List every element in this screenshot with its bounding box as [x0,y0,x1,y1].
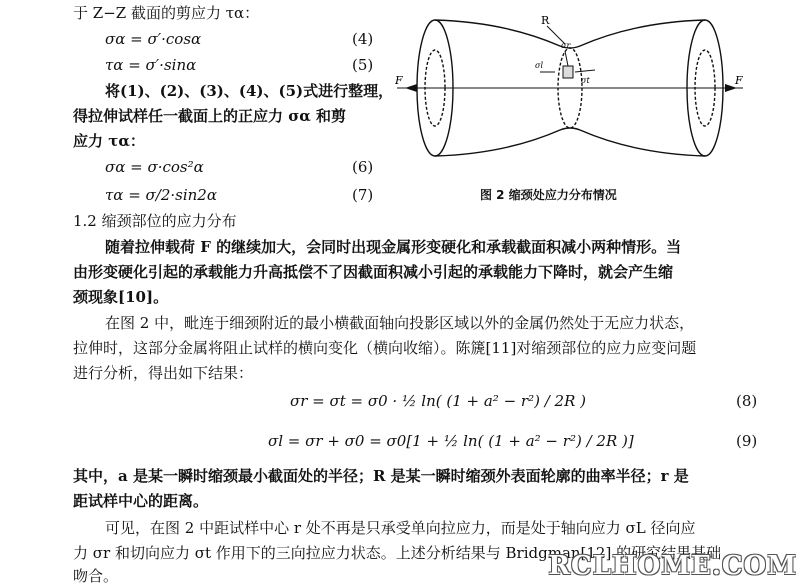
equation-6: σα = σ·cos²α [105,158,204,176]
equation-6-number: (6) [352,158,374,176]
paragraph-5-line-3: 吻合。 [73,567,119,585]
intro-line: 于 Z−Z 截面的剪应力 τα： [73,4,260,22]
section-heading: 1.2 缩颈部位的应力分布 [73,212,237,230]
label-R: R [541,14,550,27]
paragraph-3-line-2: 拉伸时，这部分金属将阻止试样的横向变化（横向收缩）。陈篪[11]对缩颈部位的应力应变问题 [73,339,697,357]
equation-7-number: (7) [352,186,374,204]
paragraph-2-line-2: 由形变硬化引起的承载能力升高抵偿不了因截面积减小引起的承载能力下降时，就会产生缩 [73,263,674,281]
left-arrow-icon [405,84,417,92]
paragraph-4-line-1: 其中，a 是某一瞬时缩颈最小截面处的半径；R 是某一瞬时缩颈外表面轮廓的曲率半径；r 是 [73,467,689,485]
paragraph-1-line-1: 将(1)、(2)、(3)、(4)、(5)式进行整理， [105,82,394,100]
paragraph-5-line-2: 力 σr 和切向应力 σt 作用下的三向拉应力状态。上述分析结果与 Bridgman[12] 的研究结果基础 [73,544,722,562]
outer-profile-bottom [435,128,705,156]
paragraph-3-line-1: 在图 2 中，毗连于细颈附近的最小横截面轴向投影区域以外的金属仍然处于无应力状态， [105,314,695,332]
paragraph-3-line-3: 进行分析，得出如下结果： [73,364,254,382]
equation-5-number: (5) [352,56,374,74]
equation-8: σr = σt = σ0 · ½ ln( (1 + a² − r²) / 2R ) [290,392,587,410]
equation-5: τα = σ′·sinα [105,56,197,74]
label-F-left: F [395,74,403,87]
equation-8-number: (8) [736,392,758,410]
stress-element [540,51,595,78]
equation-4: σα = σ′·cosα [105,30,202,48]
paragraph-1-line-2: 得拉伸试样任一截面上的正应力 σα 和剪 [73,107,347,125]
label-sigma-l: σl [535,61,544,70]
necking-stress-figure [395,6,755,181]
equation-9: σl = σr + σ0 = σ0[1 + ½ ln( (1 + a² − r²) / 2R )] [268,432,634,450]
label-F-right: F [735,74,743,87]
paragraph-5-line-1: 可见，在图 2 中距试样中心 r 处不再是只承受单向拉应力，而是处于轴向应力 σL 径向应 [105,519,696,537]
label-sigma-r: σr [561,41,571,50]
paragraph-2-line-1: 随着拉伸载荷 F 的继续加大，会同时出现金属形变硬化和承载截面积减小两种情形。当 [105,238,682,256]
equation-4-number: (4) [352,30,374,48]
watermark: RCLHOME.COM [548,551,797,581]
paragraph-2-line-3: 颈现象[10]。 [73,288,169,306]
paragraph-4-line-2: 距试样中心的距离。 [73,492,209,510]
figure-caption: 图 2 缩颈处应力分布情况 [480,188,617,202]
equation-9-number: (9) [736,432,758,450]
equation-7: τα = σ/2·sin2α [105,186,217,204]
paragraph-1-line-3: 应力 τα： [73,132,145,150]
label-sigma-t: σt [581,76,590,85]
